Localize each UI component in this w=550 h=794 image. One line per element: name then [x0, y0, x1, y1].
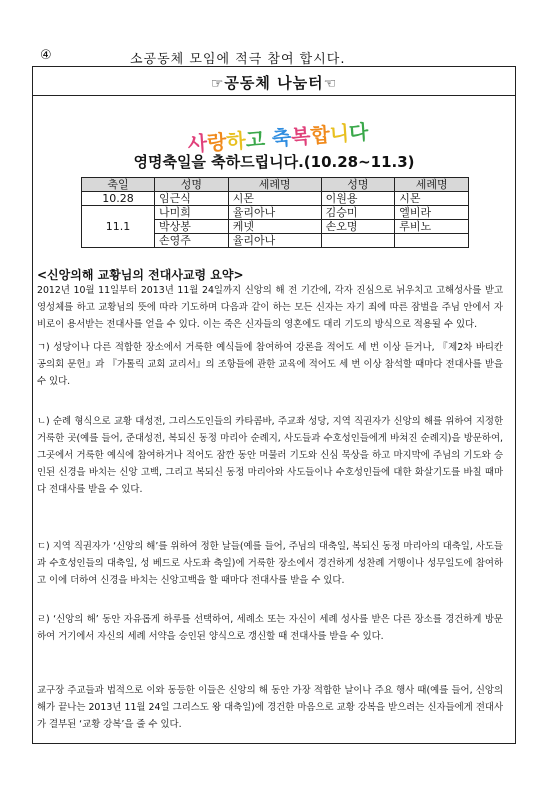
- table-row: [82, 192, 469, 206]
- banner-letter: 축: [271, 125, 293, 151]
- table-header-row: [82, 178, 469, 192]
- baptismal-name-cell: 엘비라: [395, 206, 469, 220]
- column-header-name: 성명: [155, 178, 229, 192]
- name-cell: 이원용: [321, 192, 395, 206]
- name-cell: 나미희: [155, 206, 229, 220]
- banner-letter: 고: [244, 126, 266, 153]
- summary-paragraph: ㄴ) 순례 형식으로 교황 대성전, 그리스도인들의 카타콤바, 주교좌 성당, 지역 직권자가 신앙의 해를 위하여 지정한 거룩한 곳(예를 들어, 준대성전, 복되신 동정 마리아 순례지, 사도들과 수호성인들에게 바쳐진 순례지)을 방문하여, 그곳에서 거룩한 예식에 참여하거나 적어도 잠깐 동안 머물러 기도와 신심 묵상을 하고 마지막에 주님의 기도와 승인된 신경을 바치는 신앙 고백, 그리고 복되신 동정 마리아와 사도들이나 수호성인들에 대한 화살기도를 바칠 때마다 전대사를 받을 수 있다.: [37, 416, 503, 495]
- column-header-baptismal-name: 세례명: [228, 178, 321, 192]
- banner-letter: 니: [328, 121, 350, 147]
- name-cell: 손오명: [321, 220, 395, 234]
- summary-paragraph: ㄱ) 성당이나 다른 적합한 장소에서 거룩한 예식들에 참여하여 강론을 적어도 세 번 이상 듣거나, 『제2차 바티칸 공의회 문헌』과 『가톨릭 교회 교리서』의 조항들에 관한 교육에 적어도 세 번 이상 참석할 때마다 전대사를 받을 수 있다.: [37, 342, 503, 387]
- summary-paragraph: ㄹ) ‘신앙의 해’ 동안 자유롭게 하루를 선택하여, 세례소 또는 자신이 세례 성사를 받은 다른 장소를 경건하게 방문하여 거기에서 자신의 세례 서약을 승인된 양식으로 갱신할 때 전대사를 받을 수 있다.: [37, 614, 503, 642]
- column-header-baptismal-name: 세례명: [395, 178, 469, 192]
- section-title: [33, 72, 515, 93]
- baptismal-name-cell: 시몬: [395, 192, 469, 206]
- page-number: ④: [40, 48, 52, 63]
- section-title-bar: [33, 67, 515, 96]
- pointing-hand-right-icon: ☞: [210, 76, 225, 92]
- feast-day-table: [81, 177, 469, 248]
- summary-paragraph: ㄷ) 지역 직권자가 ‘신앙의 해’를 위하여 정한 날들(예를 들어, 주님의 대축일, 복되신 동정 마리아의 대축일, 사도들과 수호성인들의 대축일, 성 베드로 사도좌 축일)에 거룩한 장소에서 경건하게 성찬례 거행이나 성무일도에 참여하고 이에 더하여 신경을 바치는 신앙고백을 할 때마다 전대사를 받을 수 있다.: [37, 541, 503, 586]
- table-row: [82, 206, 469, 220]
- page-slogan: 소공동체 모임에 적극 참여 합시다.: [130, 52, 346, 67]
- name-cell: 임근식: [155, 192, 229, 206]
- summary-paragraph: 2012년 10월 11일부터 2013년 11월 24일까지 신앙의 해 전 기간에, 각자 진심으로 뉘우치고 고해성사를 받고 영성체를 하고 교황님의 뜻에 따라 기도하며 다음과 같이 하는 모든 신자는 자기 죄에 따른 잠벌을 주님 안에서 자비로이 용서받는 전대사를 얻을 수 있다. 이는 죽은 신자들의 영혼에도 대리 기도의 방식으로 적용될 수 있다.: [37, 285, 503, 330]
- banner-letter: 랑: [206, 129, 228, 155]
- page-header: [40, 48, 510, 67]
- name-cell: 박상봉: [155, 220, 229, 234]
- section-title-text: 공동체 나눔터: [224, 74, 324, 92]
- name-cell: 손영주: [155, 234, 229, 248]
- feast-day-announcement: 영명축일을 축하드립니다.(10.28~11.3): [133, 153, 415, 171]
- content-frame: [32, 66, 516, 744]
- banner-letter: 합: [309, 122, 331, 148]
- baptismal-name-cell: [395, 234, 469, 248]
- name-cell: 김승미: [321, 206, 395, 220]
- name-cell: [321, 234, 395, 248]
- banner-letter: 다: [348, 119, 370, 146]
- banner-letter: 복: [290, 123, 312, 150]
- banner-letter: 사: [186, 130, 208, 157]
- baptismal-name-cell: 율리아나: [228, 206, 321, 220]
- baptismal-name-cell: 율리아나: [228, 234, 321, 248]
- banner-letter: 하: [225, 128, 247, 154]
- summary-title: <신앙의해 교황님의 전대사교령 요약>: [37, 268, 244, 282]
- feast-date-cell: 10.28: [82, 192, 155, 206]
- feast-date-cell: 11.1: [82, 206, 155, 248]
- column-header-feast-day: 축일: [82, 178, 155, 192]
- column-header-name: 성명: [321, 178, 395, 192]
- baptismal-name-cell: 시몬: [228, 192, 321, 206]
- baptismal-name-cell: 루비노: [395, 220, 469, 234]
- summary-paragraph: 교구장 주교들과 법적으로 이와 동등한 이들은 신앙의 해 동안 가장 적합한 날이나 주요 행사 때(예를 들어, 신앙의 해가 끝나는 2013년 11월 24일 그리스도 왕 대축일)에 경건한 마음으로 교황 강복을 받으려는 신자들에게 전대사가 결부된 ‘교황 강복’을 줄 수 있다.: [37, 685, 503, 730]
- pointing-hand-left-icon: ☜: [323, 76, 338, 92]
- baptismal-name-cell: 케넷: [228, 220, 321, 234]
